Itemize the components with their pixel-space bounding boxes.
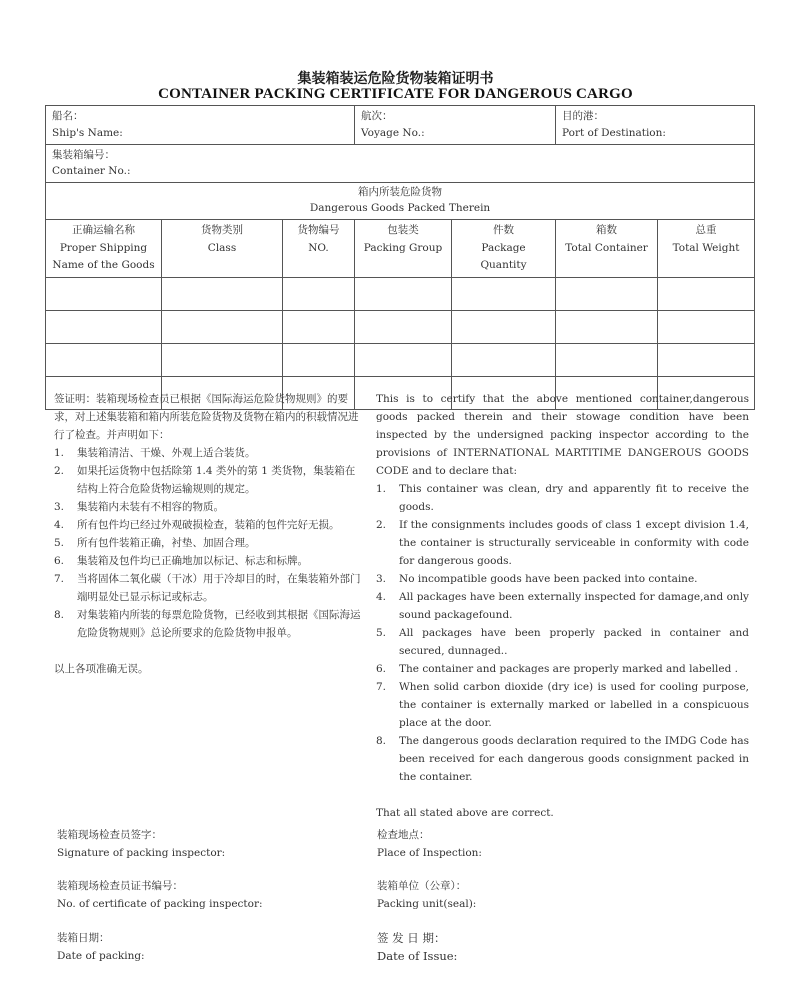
item-text: 所有包件装箱正确，衬垫、加固合理。	[77, 537, 256, 549]
statement-item-cn	[54, 516, 364, 534]
statement-intro-en: This is to certify that the above mentioned container,dangerous goods packed therein and their stowage condition have been inspected by the undersigned packing inspector according to the provisions of INTERNATIONAL MARTITIME DANGEROUS GOODS CODE and to declare that:	[376, 393, 749, 477]
voyage-no-field[interactable]	[355, 106, 556, 145]
column-label-en: Class	[207, 241, 237, 254]
item-number: 5.	[54, 537, 65, 549]
column-label-cn: 件数	[493, 223, 514, 236]
item-text: 当将固体二氧化碳（干冰）用于冷却目的时，在集装箱外部门端明显处已显示标记或标志。	[77, 573, 361, 603]
issue-date-label-en: Date of Issue:	[377, 949, 458, 963]
column-label-en: Total Container	[565, 241, 648, 254]
statement-item-en	[376, 480, 749, 516]
goods-cell[interactable]	[46, 344, 162, 377]
title-chinese: 集装箱装运危险货物装箱证明书	[297, 71, 494, 87]
inspector-signature-field[interactable]	[57, 826, 225, 862]
place-of-inspection-field[interactable]	[377, 826, 482, 862]
column-label-cn: 正确运输名称	[72, 223, 135, 236]
inspector-signature-label-cn: 装箱现场检查员签字：	[57, 829, 162, 841]
item-number: 4.	[376, 591, 387, 603]
voyage-label-en: Voyage No.:	[361, 126, 425, 139]
column-header-class	[162, 219, 283, 278]
goods-cell[interactable]	[658, 344, 755, 377]
goods-cell[interactable]	[162, 311, 283, 344]
goods-cell[interactable]	[556, 344, 658, 377]
goods-cell[interactable]	[452, 311, 556, 344]
packing-date-label-en: Date of packing:	[57, 950, 145, 962]
item-number: 2.	[376, 519, 387, 531]
goods-section-cn: 箱内所装危险货物	[358, 186, 442, 199]
column-header-total-weight	[658, 219, 755, 278]
item-text: The container and packages are properly marked and labelled .	[399, 663, 738, 675]
statement-item-cn	[54, 534, 364, 552]
spacer	[376, 786, 749, 804]
item-text: When solid carbon dioxide (dry ice) is used for cooling purpose, the container is externally marked or labelled in a conspicuous place at the door.	[399, 681, 749, 729]
goods-cell[interactable]	[556, 311, 658, 344]
item-number: 6.	[54, 555, 65, 567]
column-header-shipping-name	[46, 219, 162, 278]
item-number: 8.	[54, 609, 65, 621]
goods-column-headers	[46, 219, 755, 278]
column-header-package-quantity	[452, 219, 556, 278]
item-text: The dangerous goods declaration required to the IMDG Code has been received for each dangerous goods consignment packed in the container.	[399, 735, 749, 783]
ship-name-label-en: Ship's Name:	[52, 126, 123, 139]
packing-unit-seal-field[interactable]	[377, 877, 476, 913]
column-header-no	[283, 219, 355, 278]
issue-date-label-cn: 签 发 日 期：	[377, 931, 446, 945]
statement-item-cn	[54, 462, 364, 498]
place-label-cn: 检查地点：	[377, 829, 430, 841]
item-text: All packages have been externally inspected for damage,and only sound packagefound.	[399, 591, 749, 621]
ship-name-label-cn: 船名：	[52, 110, 84, 122]
item-text: 集装箱清洁、干燥、外观上适合装货。	[77, 447, 256, 459]
statement-item-en	[376, 678, 749, 732]
item-text: 集装箱内未装有不相容的物质。	[77, 501, 224, 513]
goods-cell[interactable]	[355, 311, 452, 344]
goods-cell[interactable]	[556, 278, 658, 311]
container-row	[46, 144, 755, 183]
goods-cell[interactable]	[283, 344, 355, 377]
column-label-en: Packing Group	[363, 241, 443, 254]
item-text: 对集装箱内所装的每票危险货物，已经收到其根据《国际海运危险货物规则》总论所要求的危险货物申报单。	[77, 609, 361, 639]
statement-item-en	[376, 732, 749, 786]
goods-entry-row	[46, 311, 755, 344]
statement-intro-cn: 签证明：装箱现场检查员已根据《国际海运危险货物规则》的要求，对上述集装箱和箱内所装危险货物及货物在箱内的积载情况进行了检查。并声明如下：	[54, 393, 359, 441]
item-text: This container was clean, dry and apparently fit to receive the goods.	[399, 483, 749, 513]
statement-item-cn	[54, 606, 364, 642]
goods-section-heading	[46, 183, 755, 220]
goods-cell[interactable]	[452, 344, 556, 377]
goods-cell[interactable]	[162, 278, 283, 311]
column-label-en: Proper Shipping	[59, 241, 148, 254]
date-of-packing-field[interactable]	[57, 929, 145, 965]
column-label-en-line2: Name of the Goods	[52, 259, 155, 272]
statement-chinese	[54, 390, 364, 678]
goods-cell[interactable]	[452, 278, 556, 311]
statement-item-en	[376, 516, 749, 570]
item-text: 所有包件均已经过外观破损检查，装箱的包件完好无损。	[77, 519, 340, 531]
statement-item-en	[376, 570, 749, 588]
goods-cell[interactable]	[355, 344, 452, 377]
statement-item-cn	[54, 498, 364, 516]
packing-date-label-cn: 装箱日期：	[57, 932, 110, 944]
packing-unit-label-en: Packing unit(seal):	[377, 898, 477, 910]
inspector-signature-label-en: Signature of packing inspector:	[57, 847, 226, 859]
item-text: All packages have been properly packed in container and secured, dunnaged..	[399, 627, 749, 657]
destination-label-en: Port of Destination:	[562, 126, 666, 139]
item-number: 8.	[376, 735, 387, 747]
destination-field[interactable]	[556, 106, 755, 145]
goods-cell[interactable]	[46, 278, 162, 311]
certificate-number-label-cn: 装箱现场检查员证书编号：	[57, 880, 183, 892]
statement-item-cn	[54, 570, 364, 606]
statement-item-cn	[54, 444, 364, 462]
item-number: 3.	[54, 501, 65, 513]
goods-cell[interactable]	[283, 278, 355, 311]
goods-cell[interactable]	[355, 278, 452, 311]
column-label-en: Total Weight	[672, 241, 740, 254]
statement-item-en	[376, 588, 749, 624]
column-label-cn: 总重	[695, 223, 717, 236]
spacer	[54, 642, 364, 660]
statement-item-cn	[54, 552, 364, 570]
goods-cell[interactable]	[283, 311, 355, 344]
voyage-label-cn: 航次：	[361, 110, 393, 122]
goods-section-en: Dangerous Goods Packed Therein	[309, 201, 491, 214]
item-number: 1.	[376, 483, 387, 495]
goods-section-row	[46, 183, 755, 220]
item-text: 如果托运货物中包括除第 1.4 类外的第 1 类货物，集装箱在结构上符合危险货物运输规则的规定。	[77, 465, 356, 495]
container-label-cn: 集装箱编号：	[52, 148, 115, 161]
column-header-packing-group	[355, 219, 452, 278]
item-text: 集装箱及包件均已正确地加以标记、标志和标牌。	[77, 555, 308, 567]
item-number: 1.	[54, 447, 65, 459]
title-english: CONTAINER PACKING CERTIFICATE FOR DANGEROUS CARGO	[158, 86, 633, 102]
statement-item-en	[376, 624, 749, 660]
destination-label-cn: 目的港：	[562, 110, 605, 122]
ship-name-field[interactable]	[46, 106, 355, 145]
item-text: If the consignments includes goods of class 1 except division 1.4, the container is structurally serviceable in conformity with code for dangerous goods.	[399, 519, 749, 567]
column-label-en: NO.	[308, 241, 329, 254]
item-number: 5.	[376, 627, 387, 639]
item-number: 7.	[376, 681, 387, 693]
statement-english	[376, 390, 749, 822]
container-no-field[interactable]	[46, 144, 755, 183]
goods-cell[interactable]	[46, 311, 162, 344]
place-label-en: Place of Inspection:	[377, 847, 482, 859]
goods-cell[interactable]	[658, 278, 755, 311]
ship-info-row	[46, 106, 755, 145]
column-label-cn: 包装类	[387, 223, 419, 236]
goods-entry-row	[46, 344, 755, 377]
column-header-total-container	[556, 219, 658, 278]
goods-entry-row	[46, 278, 755, 311]
statement-closing-cn: 以上各项准确无误。	[54, 663, 149, 675]
goods-cell[interactable]	[162, 344, 283, 377]
item-number: 2.	[54, 465, 65, 477]
item-number: 6.	[376, 663, 387, 675]
item-number: 4.	[54, 519, 65, 531]
statement-item-en	[376, 660, 749, 678]
column-label-cn: 箱数	[596, 223, 618, 236]
column-label-cn: 货物编号	[297, 223, 340, 236]
certificate-form-table	[45, 105, 755, 410]
packing-unit-label-cn: 装箱单位（公章）：	[377, 880, 467, 892]
statement-closing-en: That all stated above are correct.	[376, 807, 554, 819]
column-label-en: Package Quantity	[480, 241, 527, 272]
date-of-issue-field[interactable]	[377, 929, 457, 965]
item-text: No incompatible goods have been packed into containe.	[399, 573, 698, 585]
item-number: 7.	[54, 573, 65, 585]
column-label-cn: 货物类别	[201, 223, 243, 236]
item-number: 3.	[376, 573, 387, 585]
container-label-en: Container No.:	[52, 165, 131, 178]
goods-cell[interactable]	[658, 311, 755, 344]
certificate-number-field[interactable]	[57, 877, 263, 913]
certificate-number-label-en: No. of certificate of packing inspector:	[57, 898, 263, 910]
